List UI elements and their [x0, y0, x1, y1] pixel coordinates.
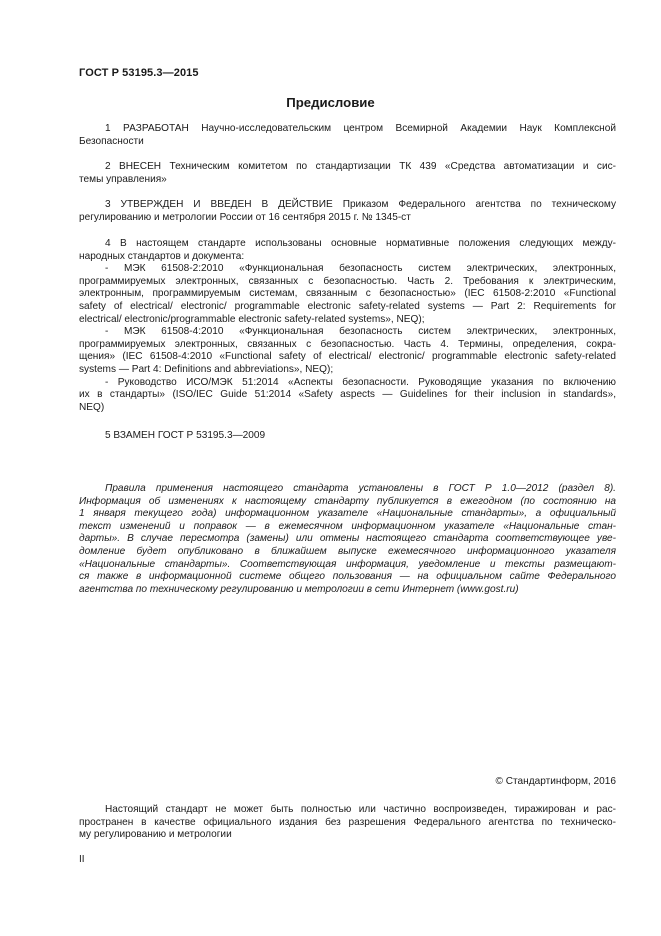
item-introduced	[79, 161, 616, 186]
item-replaces	[79, 430, 616, 443]
notice-line: Информация об изменениях к настоящему стандарту публикуется в ежегодном (по состоянию на	[79, 495, 616, 507]
item-developed-line1: 1 РАЗРАБОТАН Научно-исследовательским центром Всемирной Академии Наук Комплексной	[105, 123, 616, 134]
item-developed-line2: Безопасности	[79, 135, 144, 147]
item-used-standards	[79, 238, 616, 414]
reference-line: safety of electrical/ electronic/ programmable electronic safety-related systems — Part 2: Requirements for	[79, 300, 616, 312]
reference-line: программируемых электронных, связанных с безопасностью. Часть 2. Требования к электрическим,	[79, 275, 616, 287]
copyright: © Стандартинформ, 2016	[495, 776, 616, 787]
page-number: II	[79, 854, 85, 865]
notice-line: Правила применения настоящего стандарта установлены в ГОСТ Р 1.0—2012 (раздел 8).	[105, 483, 616, 494]
reference-line: программируемых электронных, связанных с безопасностью. Часть 4. Термины, определения, сокра-	[79, 338, 616, 350]
document-code: ГОСТ Р 53195.3—2015	[79, 67, 199, 79]
item-approved-line1: 3 УТВЕРЖДЕН И ВВЕДЕН В ДЕЙСТВИЕ Приказом Федерального агентства по техническому	[105, 199, 616, 210]
notice-line: домление будет опубликовано в ближайшем выпуске ежемесячного информационного указателя	[79, 545, 616, 557]
reference-line: electrical/ electronic/programmable electronic safety-related systems», NEQ);	[79, 313, 425, 325]
reference-iec-61508-4	[79, 326, 616, 376]
reproduction-line: Настоящий стандарт не может быть полностью или частично воспроизведен, тиражирован и рас-	[105, 804, 616, 815]
notice-line: текст изменений и поправок — в ежемесячном информационном указателе «Национальные стан-	[79, 520, 616, 532]
reference-line: электронным, программируемым системам, связанным с безопасностью» (IEC 61508-2:2010 «Functional	[79, 288, 616, 300]
item-approved	[79, 199, 616, 224]
item-introduced-line2: темы управления»	[79, 173, 167, 185]
section-title: Предисловие	[286, 95, 375, 110]
reproduction-notice	[79, 804, 616, 842]
reference-iec-61508-2	[79, 263, 616, 326]
item-introduced-line1: 2 ВНЕСЕН Техническим комитетом по стандартизации ТК 439 «Средства автоматизации и сис-	[105, 161, 616, 172]
reference-line: их в стандарты» (ISO/IEC Guide 51:2014 «Safety aspects — Guidelines for their inclusion in standards»,	[79, 389, 616, 401]
reference-line: щения» (IEC 61508-4:2010 «Functional safety of electrical/ electronic/ programmable electronic safety-related	[79, 351, 616, 363]
notice-line: «Национальные стандарты». Соответствующая информация, уведомление и тексты размещают-	[79, 558, 616, 570]
reproduction-line: пространен в качестве официального издания без разрешения Федерального агентства по техническо-	[79, 816, 616, 828]
reference-line: - Руководство ИСО/МЭК 51:2014 «Аспекты безопасности. Руководящие указания по включению	[105, 376, 616, 388]
reference-line: - МЭК 61508-2:2010 «Функциональная безопасность систем электрических, электронных,	[105, 263, 616, 275]
reference-line: NEQ)	[79, 401, 105, 413]
reference-line: - МЭК 61508-4:2010 «Функциональная безопасность систем электрических, электронных,	[105, 326, 616, 338]
reproduction-line: му регулированию и метрологии	[79, 829, 232, 841]
reference-line: systems — Part 4: Definitions and abbreviations», NEQ);	[79, 363, 334, 375]
notice-line: агентства по техническому регулированию и метрологии в сети Интернет (www.gost.ru)	[79, 583, 519, 595]
item-developed	[79, 123, 616, 148]
application-notice	[79, 483, 616, 596]
item-replaces-text: 5 ВЗАМЕН ГОСТ Р 53195.3—2009	[105, 430, 266, 441]
item-approved-line2: регулированию и метрологии России от 16 сентября 2015 г. № 1345-ст	[79, 211, 411, 223]
notice-line: ся также в информационной системе общего пользования — на официальном сайте Федерального	[79, 571, 616, 583]
reference-iso-iec-guide-51	[79, 377, 616, 415]
notice-line: 1 января текущего года) информационном указателе «Национальные стандарты», а официальный	[79, 508, 616, 520]
item-used-standards-intro-line2: народных стандартов и документа:	[79, 250, 245, 262]
notice-line: дарты». В случае пересмотра (замены) или отмены настоящего стандарта соответствующее уве-	[79, 533, 616, 545]
item-used-standards-intro-line1: 4 В настоящем стандарте использованы основные нормативные положения следующих между-	[105, 238, 616, 249]
